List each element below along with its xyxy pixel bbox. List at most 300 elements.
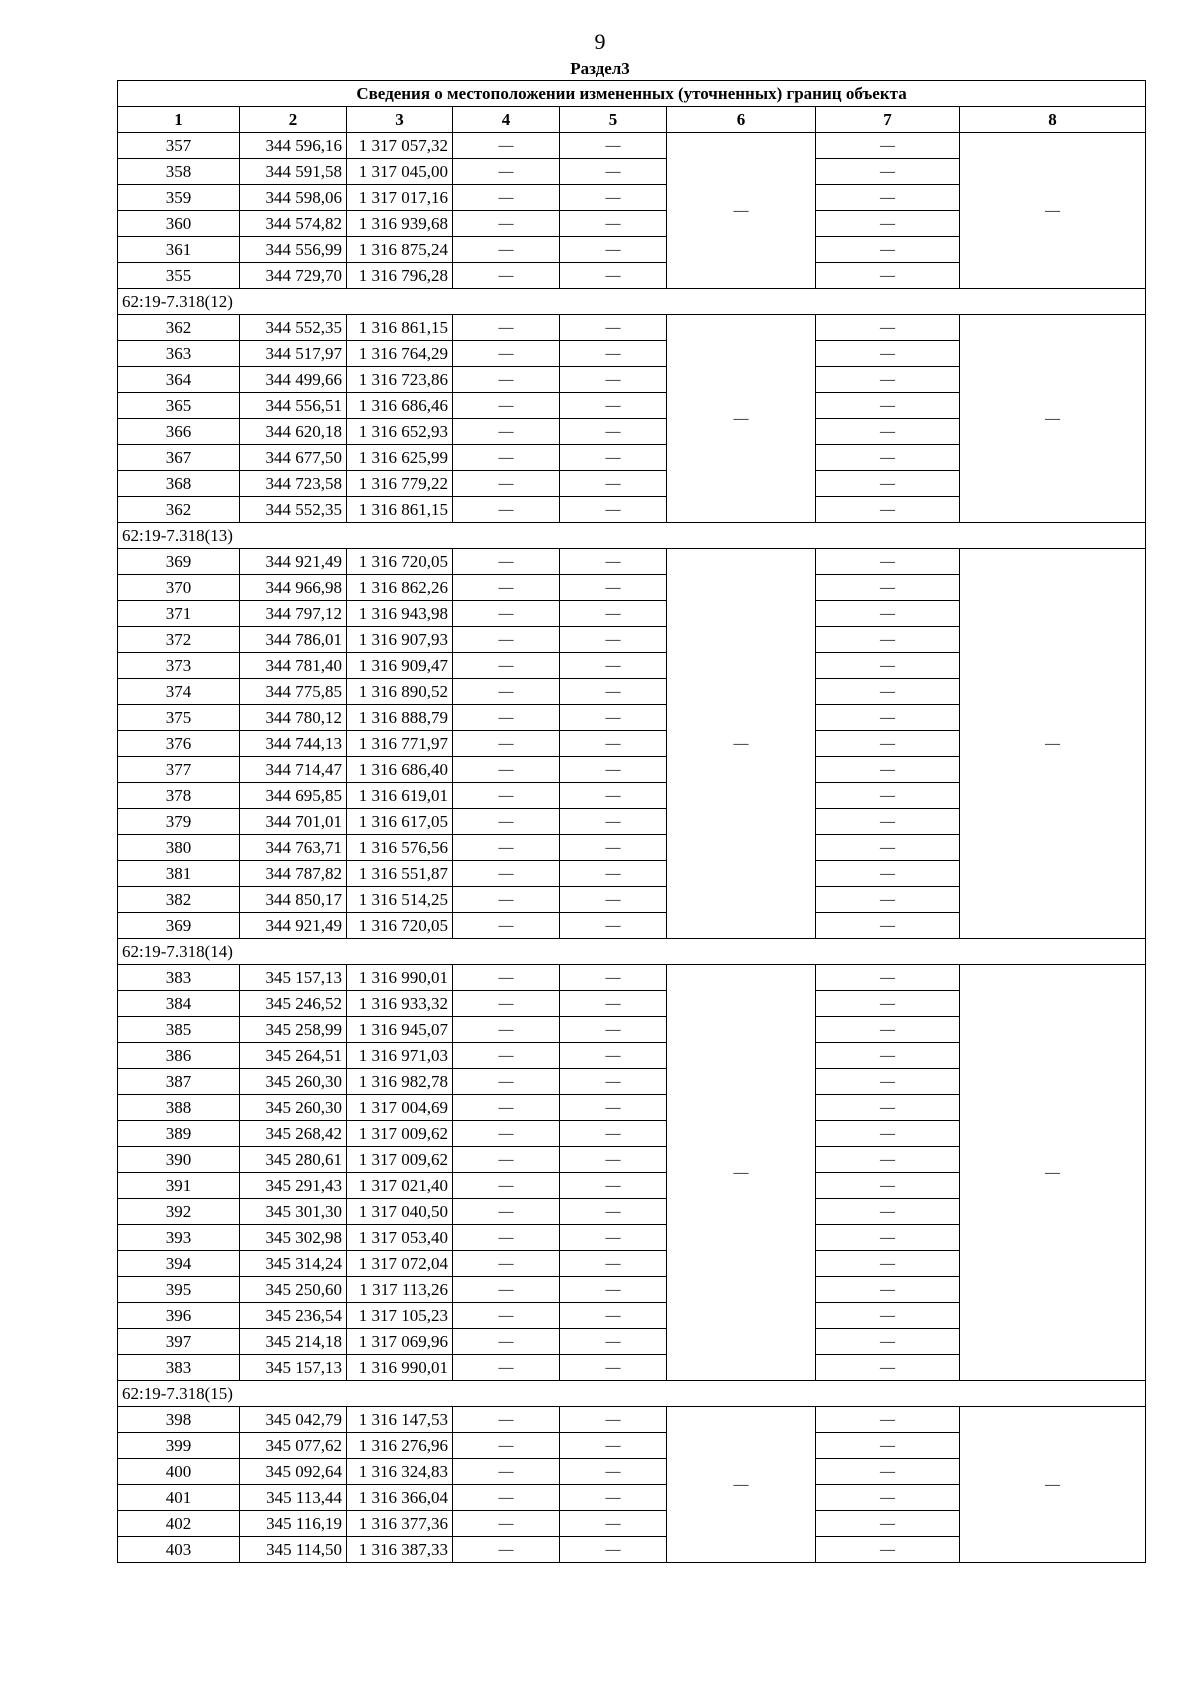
coordinate-y-cell: 1 316 387,33 (347, 1537, 453, 1563)
column-5-cell: — (560, 1511, 667, 1537)
column-5-cell: — (560, 341, 667, 367)
column-4-cell: — (453, 1251, 560, 1277)
coordinate-x-cell: 344 591,58 (240, 159, 347, 185)
column-4-cell: — (453, 861, 560, 887)
coordinate-x-cell: 345 092,64 (240, 1459, 347, 1485)
column-5-cell: — (560, 1043, 667, 1069)
point-number-cell: 402 (118, 1511, 240, 1537)
table-body (118, 81, 1146, 1563)
column-4-cell: — (453, 393, 560, 419)
column-4-cell: — (453, 1069, 560, 1095)
coordinate-y-cell: 1 316 990,01 (347, 1355, 453, 1381)
column-7-cell: — (816, 1407, 960, 1433)
column-5-cell: — (560, 1537, 667, 1563)
column-5-cell: — (560, 731, 667, 757)
coordinate-x-cell: 345 301,30 (240, 1199, 347, 1225)
column-5-cell: — (560, 1095, 667, 1121)
column-4-cell: — (453, 1459, 560, 1485)
point-number-cell: 380 (118, 835, 240, 861)
coordinate-x-cell: 344 729,70 (240, 263, 347, 289)
point-number-cell: 400 (118, 1459, 240, 1485)
coordinate-y-cell: 1 316 576,56 (347, 835, 453, 861)
coordinate-y-cell: 1 317 069,96 (347, 1329, 453, 1355)
column-4-cell: — (453, 887, 560, 913)
coordinate-x-cell: 345 077,62 (240, 1433, 347, 1459)
column-4-cell: — (453, 1017, 560, 1043)
column-4-cell: — (453, 1173, 560, 1199)
column-4-cell: — (453, 1407, 560, 1433)
coordinate-y-cell: 1 316 907,93 (347, 627, 453, 653)
coordinate-x-cell: 344 701,01 (240, 809, 347, 835)
coordinate-x-cell: 345 250,60 (240, 1277, 347, 1303)
point-number-cell: 358 (118, 159, 240, 185)
column-7-cell: — (816, 367, 960, 393)
column-4-cell: — (453, 341, 560, 367)
column-7-cell: — (816, 341, 960, 367)
column-4-cell: — (453, 783, 560, 809)
column-7-cell: — (816, 1459, 960, 1485)
coordinate-y-cell: 1 316 982,78 (347, 1069, 453, 1095)
column-5-cell: — (560, 419, 667, 445)
coordinate-y-cell: 1 316 861,15 (347, 315, 453, 341)
coordinate-x-cell: 344 786,01 (240, 627, 347, 653)
coordinate-y-cell: 1 316 862,26 (347, 575, 453, 601)
column-7-cell: — (816, 1277, 960, 1303)
point-number-cell: 362 (118, 497, 240, 523)
column-header-6: 6 (667, 107, 816, 133)
column-5-cell: — (560, 185, 667, 211)
coordinate-y-cell: 1 316 945,07 (347, 1017, 453, 1043)
coordinate-x-cell: 344 556,51 (240, 393, 347, 419)
column-7-cell: — (816, 133, 960, 159)
column-5-cell: — (560, 1069, 667, 1095)
table-header-row (118, 107, 1146, 133)
column-4-cell: — (453, 731, 560, 757)
coordinate-x-cell: 344 499,66 (240, 367, 347, 393)
coordinate-y-cell: 1 316 551,87 (347, 861, 453, 887)
column-header-7: 7 (816, 107, 960, 133)
column-8-merged-cell: — (960, 1407, 1146, 1563)
column-7-cell: — (816, 861, 960, 887)
column-5-cell: — (560, 471, 667, 497)
point-number-cell: 359 (118, 185, 240, 211)
point-number-cell: 390 (118, 1147, 240, 1173)
column-4-cell: — (453, 263, 560, 289)
coordinate-x-cell: 345 280,61 (240, 1147, 347, 1173)
column-7-cell: — (816, 783, 960, 809)
coordinate-y-cell: 1 317 045,00 (347, 159, 453, 185)
column-5-cell: — (560, 1017, 667, 1043)
column-7-cell: — (816, 965, 960, 991)
coordinate-x-cell: 344 921,49 (240, 913, 347, 939)
coordinate-x-cell: 344 552,35 (240, 497, 347, 523)
column-7-cell: — (816, 1329, 960, 1355)
column-8-merged-cell: — (960, 133, 1146, 289)
point-number-cell: 389 (118, 1121, 240, 1147)
column-7-cell: — (816, 679, 960, 705)
column-7-cell: — (816, 1433, 960, 1459)
coordinate-x-cell: 344 781,40 (240, 653, 347, 679)
column-5-cell: — (560, 861, 667, 887)
column-4-cell: — (453, 913, 560, 939)
column-header-5: 5 (560, 107, 667, 133)
column-5-cell: — (560, 783, 667, 809)
column-header-4: 4 (453, 107, 560, 133)
column-7-cell: — (816, 835, 960, 861)
column-4-cell: — (453, 835, 560, 861)
column-4-cell: — (453, 315, 560, 341)
coordinate-x-cell: 344 574,82 (240, 211, 347, 237)
column-5-cell: — (560, 757, 667, 783)
column-7-cell: — (816, 757, 960, 783)
column-7-cell: — (816, 1225, 960, 1251)
column-6-merged-cell: — (667, 549, 816, 939)
column-4-cell: — (453, 1329, 560, 1355)
column-7-cell: — (816, 991, 960, 1017)
object-group-row (118, 1381, 1146, 1407)
table-row (118, 549, 1146, 575)
object-id-label: 62:19-7.318(13) (118, 523, 1146, 549)
point-number-cell: 383 (118, 965, 240, 991)
column-5-cell: — (560, 1355, 667, 1381)
column-4-cell: — (453, 575, 560, 601)
coordinate-x-cell: 345 258,99 (240, 1017, 347, 1043)
column-5-cell: — (560, 601, 667, 627)
coordinate-y-cell: 1 316 909,47 (347, 653, 453, 679)
column-4-cell: — (453, 1199, 560, 1225)
point-number-cell: 357 (118, 133, 240, 159)
column-7-cell: — (816, 419, 960, 445)
point-number-cell: 366 (118, 419, 240, 445)
point-number-cell: 367 (118, 445, 240, 471)
object-group-row (118, 939, 1146, 965)
column-header-1: 1 (118, 107, 240, 133)
column-4-cell: — (453, 809, 560, 835)
point-number-cell: 375 (118, 705, 240, 731)
column-4-cell: — (453, 133, 560, 159)
coordinate-y-cell: 1 316 686,46 (347, 393, 453, 419)
column-7-cell: — (816, 549, 960, 575)
coordinate-y-cell: 1 316 888,79 (347, 705, 453, 731)
coordinate-x-cell: 345 113,44 (240, 1485, 347, 1511)
column-4-cell: — (453, 1095, 560, 1121)
coordinate-y-cell: 1 317 105,23 (347, 1303, 453, 1329)
column-5-cell: — (560, 1459, 667, 1485)
point-number-cell: 387 (118, 1069, 240, 1095)
point-number-cell: 391 (118, 1173, 240, 1199)
column-7-cell: — (816, 575, 960, 601)
coordinate-y-cell: 1 317 057,32 (347, 133, 453, 159)
column-7-cell: — (816, 1095, 960, 1121)
column-7-cell: — (816, 809, 960, 835)
column-7-cell: — (816, 1303, 960, 1329)
page-number: 9 (594, 29, 606, 54)
column-7-cell: — (816, 159, 960, 185)
column-5-cell: — (560, 653, 667, 679)
column-5-cell: — (560, 393, 667, 419)
table-caption-row (118, 81, 1146, 107)
coordinate-y-cell: 1 316 625,99 (347, 445, 453, 471)
coordinate-y-cell: 1 316 720,05 (347, 913, 453, 939)
column-4-cell: — (453, 211, 560, 237)
coordinate-x-cell: 345 314,24 (240, 1251, 347, 1277)
column-7-cell: — (816, 263, 960, 289)
column-4-cell: — (453, 1043, 560, 1069)
point-number-cell: 365 (118, 393, 240, 419)
point-number-cell: 373 (118, 653, 240, 679)
column-5-cell: — (560, 1277, 667, 1303)
column-5-cell: — (560, 263, 667, 289)
coordinate-x-cell: 344 714,47 (240, 757, 347, 783)
column-header-8: 8 (960, 107, 1146, 133)
coordinate-y-cell: 1 316 617,05 (347, 809, 453, 835)
column-5-cell: — (560, 913, 667, 939)
column-5-cell: — (560, 1303, 667, 1329)
coordinate-x-cell: 344 620,18 (240, 419, 347, 445)
point-number-cell: 401 (118, 1485, 240, 1511)
column-5-cell: — (560, 315, 667, 341)
column-7-cell: — (816, 1043, 960, 1069)
coordinate-x-cell: 345 302,98 (240, 1225, 347, 1251)
column-4-cell: — (453, 1147, 560, 1173)
coordinate-y-cell: 1 317 021,40 (347, 1173, 453, 1199)
coordinate-x-cell: 344 850,17 (240, 887, 347, 913)
column-4-cell: — (453, 237, 560, 263)
point-number-cell: 377 (118, 757, 240, 783)
coordinate-x-cell: 344 556,99 (240, 237, 347, 263)
column-4-cell: — (453, 1225, 560, 1251)
object-id-label: 62:19-7.318(15) (118, 1381, 1146, 1407)
column-7-cell: — (816, 1147, 960, 1173)
coordinate-y-cell: 1 316 890,52 (347, 679, 453, 705)
coordinate-y-cell: 1 316 796,28 (347, 263, 453, 289)
column-6-merged-cell: — (667, 965, 816, 1381)
column-4-cell: — (453, 1277, 560, 1303)
coordinate-y-cell: 1 316 276,96 (347, 1433, 453, 1459)
column-5-cell: — (560, 1329, 667, 1355)
coordinate-x-cell: 344 552,35 (240, 315, 347, 341)
column-5-cell: — (560, 1121, 667, 1147)
column-4-cell: — (453, 653, 560, 679)
coordinate-y-cell: 1 317 009,62 (347, 1147, 453, 1173)
column-5-cell: — (560, 497, 667, 523)
column-4-cell: — (453, 965, 560, 991)
coordinate-y-cell: 1 316 377,36 (347, 1511, 453, 1537)
column-4-cell: — (453, 1355, 560, 1381)
column-7-cell: — (816, 1199, 960, 1225)
coordinate-x-cell: 345 157,13 (240, 965, 347, 991)
column-5-cell: — (560, 1225, 667, 1251)
column-4-cell: — (453, 1485, 560, 1511)
coordinate-x-cell: 344 596,16 (240, 133, 347, 159)
object-id-label: 62:19-7.318(12) (118, 289, 1146, 315)
column-4-cell: — (453, 419, 560, 445)
column-5-cell: — (560, 627, 667, 653)
column-5-cell: — (560, 211, 667, 237)
coordinate-y-cell: 1 316 723,86 (347, 367, 453, 393)
coordinate-y-cell: 1 316 875,24 (347, 237, 453, 263)
column-7-cell: — (816, 1173, 960, 1199)
column-4-cell: — (453, 497, 560, 523)
point-number-cell: 370 (118, 575, 240, 601)
coordinate-y-cell: 1 317 009,62 (347, 1121, 453, 1147)
coordinate-x-cell: 344 966,98 (240, 575, 347, 601)
point-number-cell: 398 (118, 1407, 240, 1433)
object-id-label: 62:19-7.318(14) (118, 939, 1146, 965)
column-5-cell: — (560, 1199, 667, 1225)
section-title: Раздел3 (570, 59, 630, 78)
column-7-cell: — (816, 471, 960, 497)
column-5-cell: — (560, 367, 667, 393)
point-number-cell: 379 (118, 809, 240, 835)
coordinate-x-cell: 344 677,50 (240, 445, 347, 471)
column-7-cell: — (816, 1537, 960, 1563)
column-7-cell: — (816, 1069, 960, 1095)
coordinate-x-cell: 345 260,30 (240, 1095, 347, 1121)
coordinates-table (117, 80, 1146, 1563)
point-number-cell: 393 (118, 1225, 240, 1251)
column-5-cell: — (560, 1485, 667, 1511)
column-7-cell: — (816, 1017, 960, 1043)
column-7-cell: — (816, 653, 960, 679)
column-5-cell: — (560, 809, 667, 835)
point-number-cell: 383 (118, 1355, 240, 1381)
coordinate-x-cell: 344 775,85 (240, 679, 347, 705)
column-7-cell: — (816, 913, 960, 939)
column-4-cell: — (453, 1433, 560, 1459)
column-5-cell: — (560, 679, 667, 705)
point-number-cell: 394 (118, 1251, 240, 1277)
coordinate-x-cell: 345 116,19 (240, 1511, 347, 1537)
point-number-cell: 381 (118, 861, 240, 887)
column-4-cell: — (453, 1121, 560, 1147)
coordinate-y-cell: 1 316 619,01 (347, 783, 453, 809)
table-row (118, 965, 1146, 991)
coordinate-x-cell: 344 598,06 (240, 185, 347, 211)
point-number-cell: 384 (118, 991, 240, 1017)
coordinate-y-cell: 1 317 053,40 (347, 1225, 453, 1251)
column-5-cell: — (560, 887, 667, 913)
coordinate-y-cell: 1 316 971,03 (347, 1043, 453, 1069)
column-5-cell: — (560, 1433, 667, 1459)
column-7-cell: — (816, 627, 960, 653)
column-7-cell: — (816, 315, 960, 341)
point-number-cell: 392 (118, 1199, 240, 1225)
column-4-cell: — (453, 1303, 560, 1329)
coordinate-y-cell: 1 316 861,15 (347, 497, 453, 523)
coordinate-y-cell: 1 316 147,53 (347, 1407, 453, 1433)
table-caption: Сведения о местоположении измененных (уточненных) границ объекта (118, 81, 1146, 107)
column-4-cell: — (453, 705, 560, 731)
column-4-cell: — (453, 185, 560, 211)
table-row (118, 133, 1146, 159)
column-5-cell: — (560, 991, 667, 1017)
point-number-cell: 371 (118, 601, 240, 627)
column-7-cell: — (816, 497, 960, 523)
column-7-cell: — (816, 1121, 960, 1147)
column-5-cell: — (560, 575, 667, 601)
column-7-cell: — (816, 887, 960, 913)
coordinate-y-cell: 1 316 990,01 (347, 965, 453, 991)
table-row (118, 1407, 1146, 1433)
point-number-cell: 372 (118, 627, 240, 653)
coordinate-x-cell: 344 723,58 (240, 471, 347, 497)
coordinate-y-cell: 1 317 072,04 (347, 1251, 453, 1277)
point-number-cell: 369 (118, 913, 240, 939)
column-4-cell: — (453, 991, 560, 1017)
column-4-cell: — (453, 1537, 560, 1563)
point-number-cell: 385 (118, 1017, 240, 1043)
column-4-cell: — (453, 679, 560, 705)
column-4-cell: — (453, 1511, 560, 1537)
column-5-cell: — (560, 1173, 667, 1199)
point-number-cell: 374 (118, 679, 240, 705)
column-7-cell: — (816, 185, 960, 211)
column-7-cell: — (816, 1485, 960, 1511)
column-4-cell: — (453, 549, 560, 575)
coordinate-y-cell: 1 316 933,32 (347, 991, 453, 1017)
column-6-merged-cell: — (667, 133, 816, 289)
column-4-cell: — (453, 601, 560, 627)
point-number-cell: 355 (118, 263, 240, 289)
coordinate-y-cell: 1 316 943,98 (347, 601, 453, 627)
column-5-cell: — (560, 133, 667, 159)
coordinate-x-cell: 344 780,12 (240, 705, 347, 731)
column-6-merged-cell: — (667, 315, 816, 523)
column-7-cell: — (816, 705, 960, 731)
coordinate-x-cell: 345 114,50 (240, 1537, 347, 1563)
coordinate-x-cell: 344 787,82 (240, 861, 347, 887)
object-group-row (118, 523, 1146, 549)
coordinate-x-cell: 344 695,85 (240, 783, 347, 809)
column-7-cell: — (816, 601, 960, 627)
point-number-cell: 363 (118, 341, 240, 367)
coordinate-y-cell: 1 316 939,68 (347, 211, 453, 237)
column-5-cell: — (560, 835, 667, 861)
column-7-cell: — (816, 237, 960, 263)
column-5-cell: — (560, 549, 667, 575)
table-row (118, 315, 1146, 341)
column-7-cell: — (816, 731, 960, 757)
coordinate-y-cell: 1 317 017,16 (347, 185, 453, 211)
coordinate-x-cell: 344 921,49 (240, 549, 347, 575)
point-number-cell: 364 (118, 367, 240, 393)
column-5-cell: — (560, 159, 667, 185)
column-5-cell: — (560, 1147, 667, 1173)
point-number-cell: 360 (118, 211, 240, 237)
column-5-cell: — (560, 1251, 667, 1277)
column-7-cell: — (816, 1355, 960, 1381)
column-7-cell: — (816, 445, 960, 471)
column-6-merged-cell: — (667, 1407, 816, 1563)
column-8-merged-cell: — (960, 549, 1146, 939)
point-number-cell: 369 (118, 549, 240, 575)
coordinate-y-cell: 1 316 779,22 (347, 471, 453, 497)
point-number-cell: 368 (118, 471, 240, 497)
coordinate-y-cell: 1 316 514,25 (347, 887, 453, 913)
point-number-cell: 382 (118, 887, 240, 913)
column-header-3: 3 (347, 107, 453, 133)
coordinate-x-cell: 345 260,30 (240, 1069, 347, 1095)
coordinate-x-cell: 344 763,71 (240, 835, 347, 861)
coordinate-x-cell: 345 214,18 (240, 1329, 347, 1355)
coordinate-y-cell: 1 316 366,04 (347, 1485, 453, 1511)
coordinate-y-cell: 1 316 771,97 (347, 731, 453, 757)
coordinate-x-cell: 345 042,79 (240, 1407, 347, 1433)
coordinate-x-cell: 345 246,52 (240, 991, 347, 1017)
object-group-row (118, 289, 1146, 315)
column-8-merged-cell: — (960, 965, 1146, 1381)
